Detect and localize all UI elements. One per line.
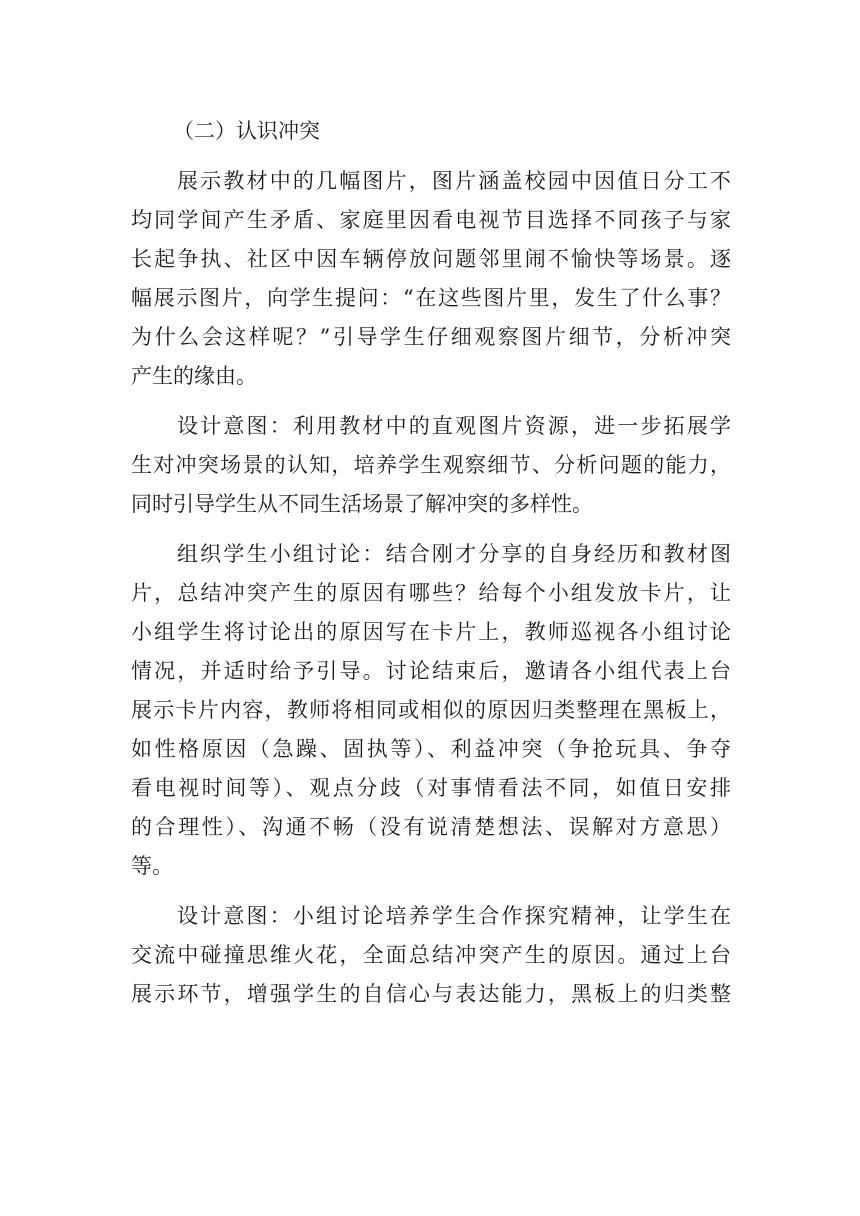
paragraph-line: 长起争执、社区中因车辆停放问题邻里闹不愉快等场景。逐 (131, 247, 731, 271)
paragraph-line: 均同学间产生矛盾、家庭里因看电视节目选择不同孩子与家 (131, 208, 731, 232)
paragraph-2 (131, 407, 731, 524)
paragraph-1 (131, 162, 731, 396)
paragraph-line: 等。 (131, 854, 173, 878)
paragraph-line: 同时引导学生从不同生活场景了解冲突的多样性。 (131, 492, 593, 516)
paragraph-line: 片，总结冲突产生的原因有哪些？给每个小组发放卡片，让 (131, 581, 731, 605)
paragraph-line: 生对冲突场景的认知，培养学生观察细节、分析问题的能力， (131, 453, 731, 477)
paragraph-line: 设计意图：利用教材中的直观图片资源，进一步拓展学 (177, 414, 731, 438)
section-heading-text: （二）认识冲突 (173, 119, 320, 143)
paragraph-4 (131, 897, 731, 1014)
paragraph-line: 看电视时间等）、观点分歧（对事情看法不同，如值日安排 (131, 776, 731, 800)
paragraph-line: 交流中碰撞思维火花，全面总结冲突产生的原因。通过上台 (131, 943, 731, 967)
paragraph-line: 展示教材中的几幅图片，图片涵盖校园中因值日分工不 (177, 169, 731, 193)
paragraph-line: 设计意图：小组讨论培养学生合作探究精神，让学生在 (177, 904, 731, 928)
paragraph-line: 小组学生将讨论出的原因写在卡片上，教师巡视各小组讨论 (131, 620, 731, 644)
paragraph-line: 的合理性）、沟通不畅（没有说清楚想法、误解对方意思） (131, 815, 731, 839)
paragraph-3 (131, 535, 731, 886)
paragraph-line: 展示卡片内容，教师将相同或相似的原因归类整理在黑板上， (131, 698, 731, 722)
paragraph-line: 如性格原因（急躁、固执等）、利益冲突（争抢玩具、争夺 (131, 737, 731, 761)
document-body (131, 112, 731, 1025)
paragraph-line: 为什么会这样呢？”引导学生仔细观察图片细节，分析冲突 (131, 325, 731, 349)
paragraph-line: 组织学生小组讨论：结合刚才分享的自身经历和教材图 (177, 542, 731, 566)
paragraph-line: 情况，并适时给予引导。讨论结束后，邀请各小组代表上台 (131, 659, 731, 683)
paragraph-line: 展示环节，增强学生的自信心与表达能力，黑板上的归类整 (131, 982, 731, 1006)
paragraph-line: 幅展示图片，向学生提问：“在这些图片里，发生了什么事？ (131, 286, 731, 310)
paragraph-line: 产生的缘由。 (131, 364, 257, 388)
section-heading (131, 112, 731, 151)
